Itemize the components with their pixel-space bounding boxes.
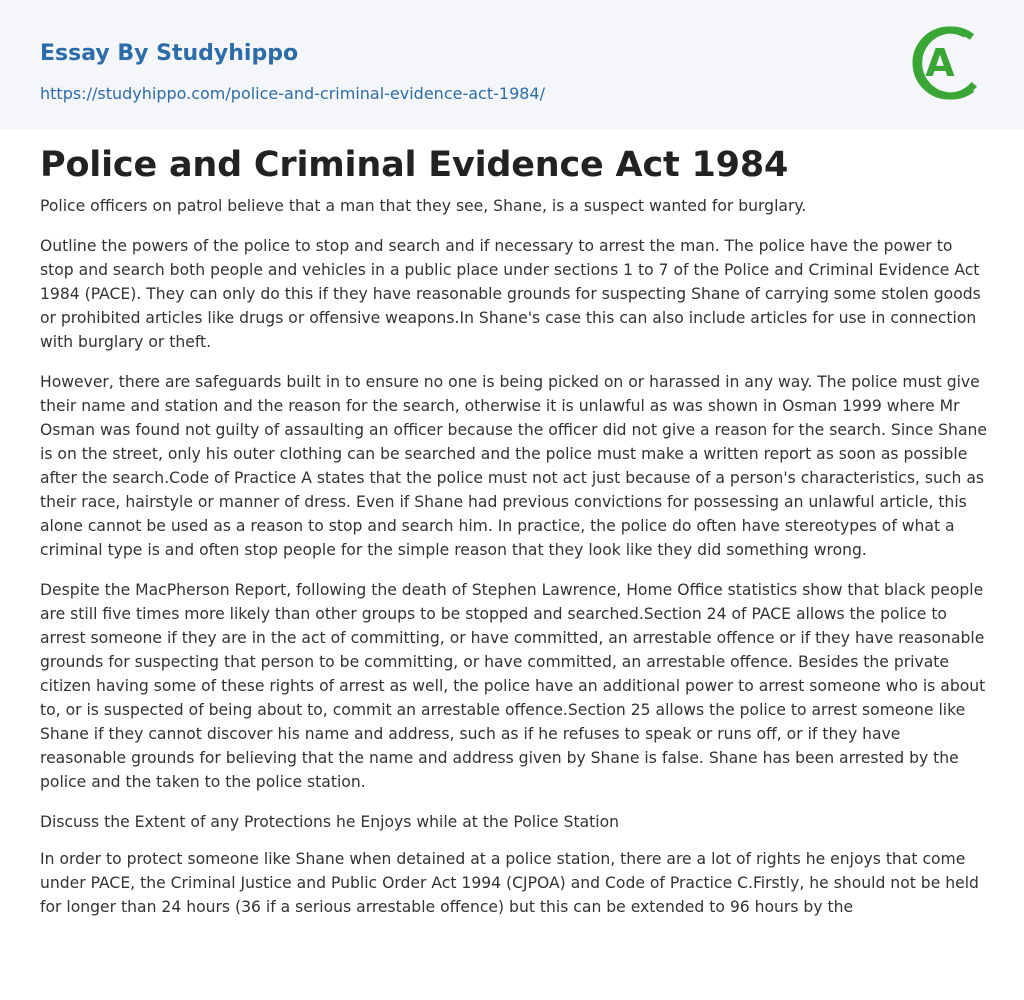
essay-url-link[interactable]: https://studyhippo.com/police-and-criminal-evidence-act-1984/	[40, 84, 545, 103]
paragraph-2: Outline the powers of the police to stop and search and if necessary to arrest the man. The police have the power to stop and search both people and vehicles in a public place under sections 1 to 7 of the Police and Criminal Evidence Act 1984 (PACE). They can only do this if they have reasonable grounds for suspecting Shane of carrying some stolen goods or prohibited articles like drugs or offensive weapons.In Shane's case this can also include articles for use in connection with burglary or theft.	[40, 237, 981, 351]
paragraph-4: Despite the MacPherson Report, following the death of Stephen Lawrence, Home Office statistics show that black people are still five times more likely than other groups to be stopped and searched.Section 24 of PACE allows the police to arrest someone if they are in the act of committing, or have committed, an arrestable offence or if they have reasonable grounds for suspecting that person to be committing, or have committed, an arrestable offence. Besides the private citizen having some of these rights of arrest as well, the police have an additional power to arrest someone who is about to, or is suspected of being about to, commit an arrestable offence.Section 25 allows the police to arrest someone like Shane if they cannot discover his name and address, such as if he refuses to speak or runs off, or if they have reasonable grounds for believing that the name and address given by Shane is false. Shane has been arrested by the police and the taken to the police station.	[40, 581, 986, 791]
paragraph-1: Police officers on patrol believe that a man that they see, Shane, is a suspect wanted for burglary.	[40, 197, 807, 215]
logo-letter: A	[925, 41, 955, 85]
document-title: Police and Criminal Evidence Act 1984	[40, 145, 789, 185]
document-body	[40, 194, 988, 935]
section-subheading: Discuss the Extent of any Protections he Enjoys while at the Police Station	[40, 813, 619, 831]
paragraph-5: In order to protect someone like Shane when detained at a police station, there are a lot of rights he enjoys that come under PACE, the Criminal Justice and Public Order Act 1994 (CJPOA) and Code of Practice C.Firstly, he should not be held for longer than 24 hours (36 if a serious arrestable offence) but this can be extended to 96 hours by the	[40, 850, 979, 916]
brand-title[interactable]: Essay By Studyhippo	[40, 41, 299, 66]
studyhippo-logo-icon[interactable]	[912, 20, 986, 106]
paragraph-3: However, there are safeguards built in to ensure no one is being picked on or harassed in any way. The police must give their name and station and the reason for the search, otherwise it is unlawful as was shown in Osman 1999 where Mr Osman was found not guilty of assaulting an officer because the officer did not give a reason for the search. Since Shane is on the street, only his outer clothing can be searched and the police must make a written report as soon as possible after the search.Code of Practice A states that the police must not act just because of a person's characteristics, such as their race, hairstyle or manner of dress. Even if Shane had previous convictions for possessing an unlawful article, this alone cannot be used as a reason to stop and search him. In practice, the police do often have stereotypes of what a criminal type is and often stop people for the simple reason that they look like they did something wrong.	[40, 373, 987, 559]
